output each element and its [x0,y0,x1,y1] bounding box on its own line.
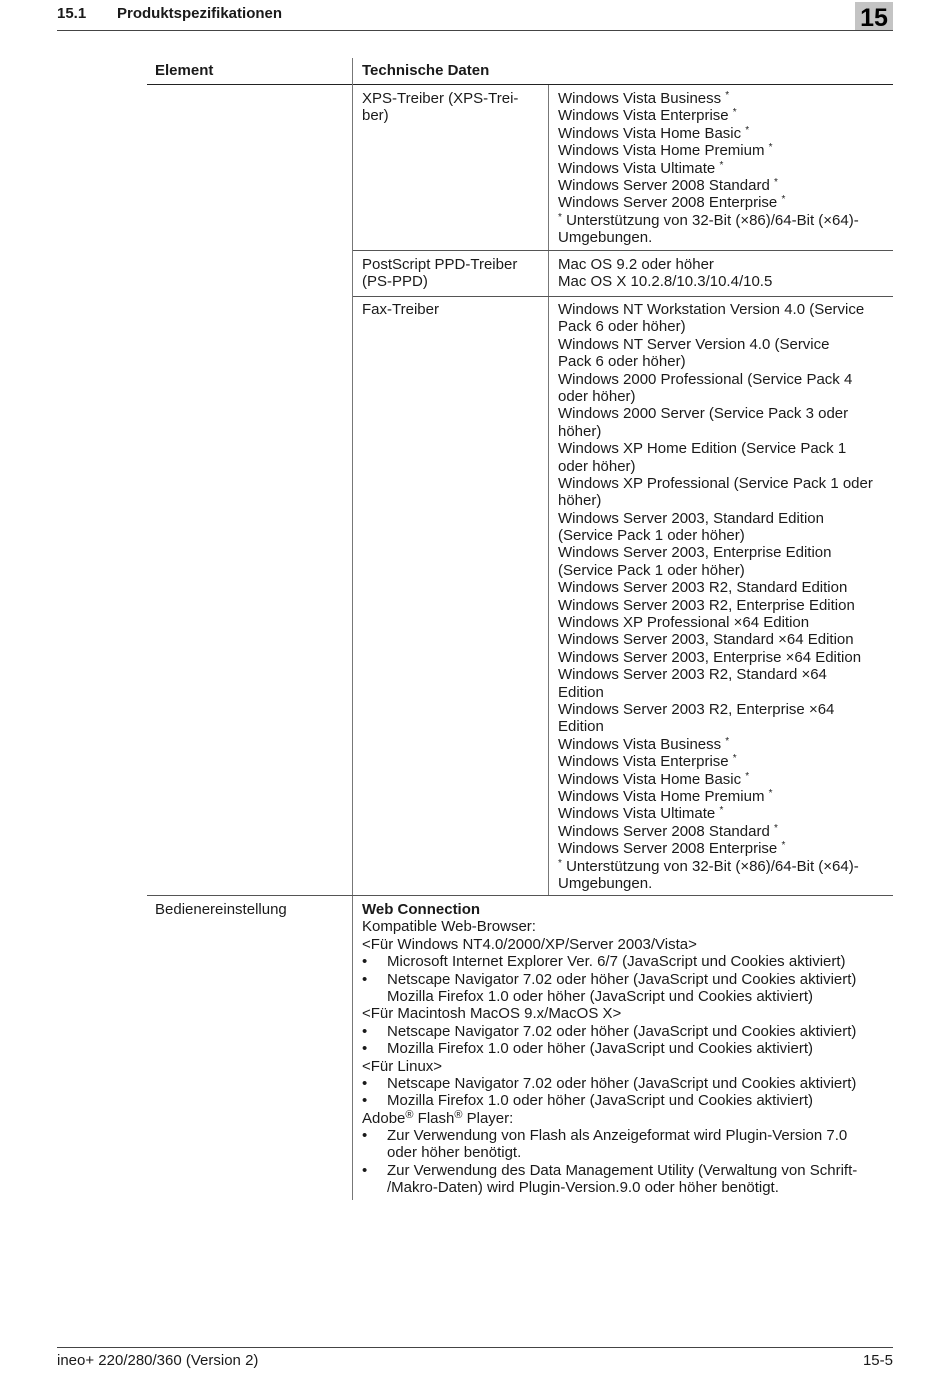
os-line: Windows Vista Business * [558,735,730,753]
os-line: Windows XP Professional (Service Pack 1 oder [558,474,873,492]
linux-group-label: <Für Linux> [362,1057,443,1075]
os-line: Windows Server 2003, Standard Edition [558,509,824,527]
os-line: höher) [558,492,602,510]
web-connection-heading: Web Connection [362,901,481,918]
list-item-continuation: oder höher benötigt. [387,1144,522,1162]
fax-driver-label: Fax-Treiber [362,301,439,318]
label-line: ber) [362,107,389,125]
table-header-rule [147,84,893,85]
label-line: XPS-Treiber (XPS-Trei- [362,90,519,107]
fax-driver-os-list [558,301,873,892]
operator-setting-label: Bedienereinstellung [155,901,287,918]
flash-player-label: Adobe® Flash® Player: [362,1108,514,1127]
footnote-mark: * [558,857,562,869]
os-line: Pack 6 oder höher) [558,353,686,371]
page-number: 15-5 [862,1352,893,1369]
label-line: PostScript PPD-Treiber [362,256,518,273]
list-item-continuation: /Makro-Daten) wird Plugin-Version.9.0 oder höher benötigt. [387,1179,779,1197]
os-line: Windows Server 2008 Standard * [558,176,778,194]
page-header [57,0,893,31]
os-line: Windows Server 2008 Standard * [558,822,778,840]
os-line: Windows Vista Ultimate * [558,159,724,177]
mac-group-label: <Für Macintosh MacOS 9.x/MacOS X> [362,1005,622,1023]
footnote-mark: * [558,211,562,223]
os-line: Edition [558,718,604,736]
label-line: (PS-PPD) [362,273,428,291]
footnote-line: * Unterstützung von 32-Bit (×86)/64-Bit (×64)- [558,211,859,229]
page-footer [57,1347,893,1378]
column-divider-main [352,58,353,1200]
list-item: • Netscape Navigator 7.02 oder höher (JavaScript und Cookies aktiviert) [362,970,857,988]
column-header-element: Element [155,62,214,79]
ppd-driver-label [362,256,517,291]
os-line: Windows 2000 Server (Service Pack 3 oder [558,405,849,423]
footnote-line: * Unterstützung von 32-Bit (×86)/64-Bit (×64)- [558,857,859,875]
os-line: Windows Server 2008 Enterprise * [558,840,786,858]
row-divider-xps [353,250,893,251]
os-line: Windows Vista Enterprise * [558,753,737,771]
os-line: Windows Vista Ultimate * [558,805,724,823]
product-version: ineo+ 220/280/360 (Version 2) [57,1352,259,1369]
list-item: • Netscape Navigator 7.02 oder höher (JavaScript und Cookies aktiviert) [362,1022,857,1040]
os-line: (Service Pack 1 oder höher) [558,561,745,579]
list-item: • Zur Verwendung von Flash als Anzeigeformat wird Plugin-Version 7.0 [362,1127,848,1145]
os-line: oder höher) [558,387,636,405]
os-line: Windows XP Home Edition (Service Pack 1 [558,440,847,458]
chapter-tab: 15 [855,2,893,30]
row-divider-ppd [353,296,893,297]
ppd-driver-os-list [558,256,772,291]
os-line: Windows Vista Home Premium * [558,787,773,805]
os-line: Windows Server 2003 R2, Enterprise Edition [558,596,855,614]
os-line: Windows XP Professional ×64 Edition [558,614,810,632]
operator-setting-details [362,901,857,1197]
os-line: Windows Server 2003 R2, Standard ×64 [558,666,827,684]
list-item: • Mozilla Firefox 1.0 oder höher (JavaScript und Cookies aktiviert) [362,1040,814,1058]
row-divider-fax [147,895,893,896]
os-line: (Service Pack 1 oder höher) [558,527,745,545]
os-line: Windows Server 2003 R2, Standard Edition [558,579,848,597]
os-line: Windows Server 2003, Enterprise Edition [558,544,832,562]
os-line: Windows NT Workstation Version 4.0 (Service [558,301,865,318]
os-line: Mac OS 9.2 oder höher [558,256,714,273]
os-line: Windows Server 2003, Standard ×64 Edition [558,631,854,649]
column-divider-sub [548,85,549,896]
os-line: Windows Vista Business * [558,90,730,107]
os-line: Windows Vista Enterprise * [558,107,737,125]
section-title: Produktspezifikationen [117,5,283,22]
list-item-continuation: Mozilla Firefox 1.0 oder höher (JavaScript und Cookies aktiviert) [387,987,814,1005]
list-item: • Microsoft Internet Explorer Ver. 6/7 (JavaScript und Cookies aktiviert) [362,953,846,971]
list-item: • Zur Verwendung des Data Management Utility (Verwaltung von Schrift- [362,1161,858,1179]
xps-driver-os-list [558,90,859,247]
os-line: Windows Server 2003 R2, Enterprise ×64 [558,700,835,718]
xps-driver-label [362,90,518,125]
os-line: Windows Vista Home Basic * [558,770,750,788]
os-line: oder höher) [558,457,636,475]
os-line: Windows 2000 Professional (Service Pack 4 [558,370,853,388]
browsers-label: Kompatible Web-Browser: [362,918,536,936]
list-item: • Netscape Navigator 7.02 oder höher (JavaScript und Cookies aktiviert) [362,1074,857,1092]
section-number: 15.1 [57,5,87,22]
os-line: Windows Vista Home Basic * [558,124,750,142]
os-line: Pack 6 oder höher) [558,318,686,336]
footnote-line: Umgebungen. [558,229,653,247]
column-header-specs: Technische Daten [362,62,490,79]
os-line: Windows NT Server Version 4.0 (Service [558,335,830,353]
windows-group-label: <Für Windows NT4.0/2000/XP/Server 2003/Vista> [362,935,697,953]
os-line: Windows Server 2003, Enterprise ×64 Edition [558,648,862,666]
os-line: Mac OS X 10.2.8/10.3/10.4/10.5 [558,273,773,291]
footnote-line: Umgebungen. [558,874,653,892]
os-line: Windows Vista Home Premium * [558,142,773,160]
os-line: Edition [558,683,604,701]
os-line: Windows Server 2008 Enterprise * [558,194,786,212]
list-item: • Mozilla Firefox 1.0 oder höher (JavaScript und Cookies aktiviert) [362,1092,814,1110]
os-line: höher) [558,422,602,440]
